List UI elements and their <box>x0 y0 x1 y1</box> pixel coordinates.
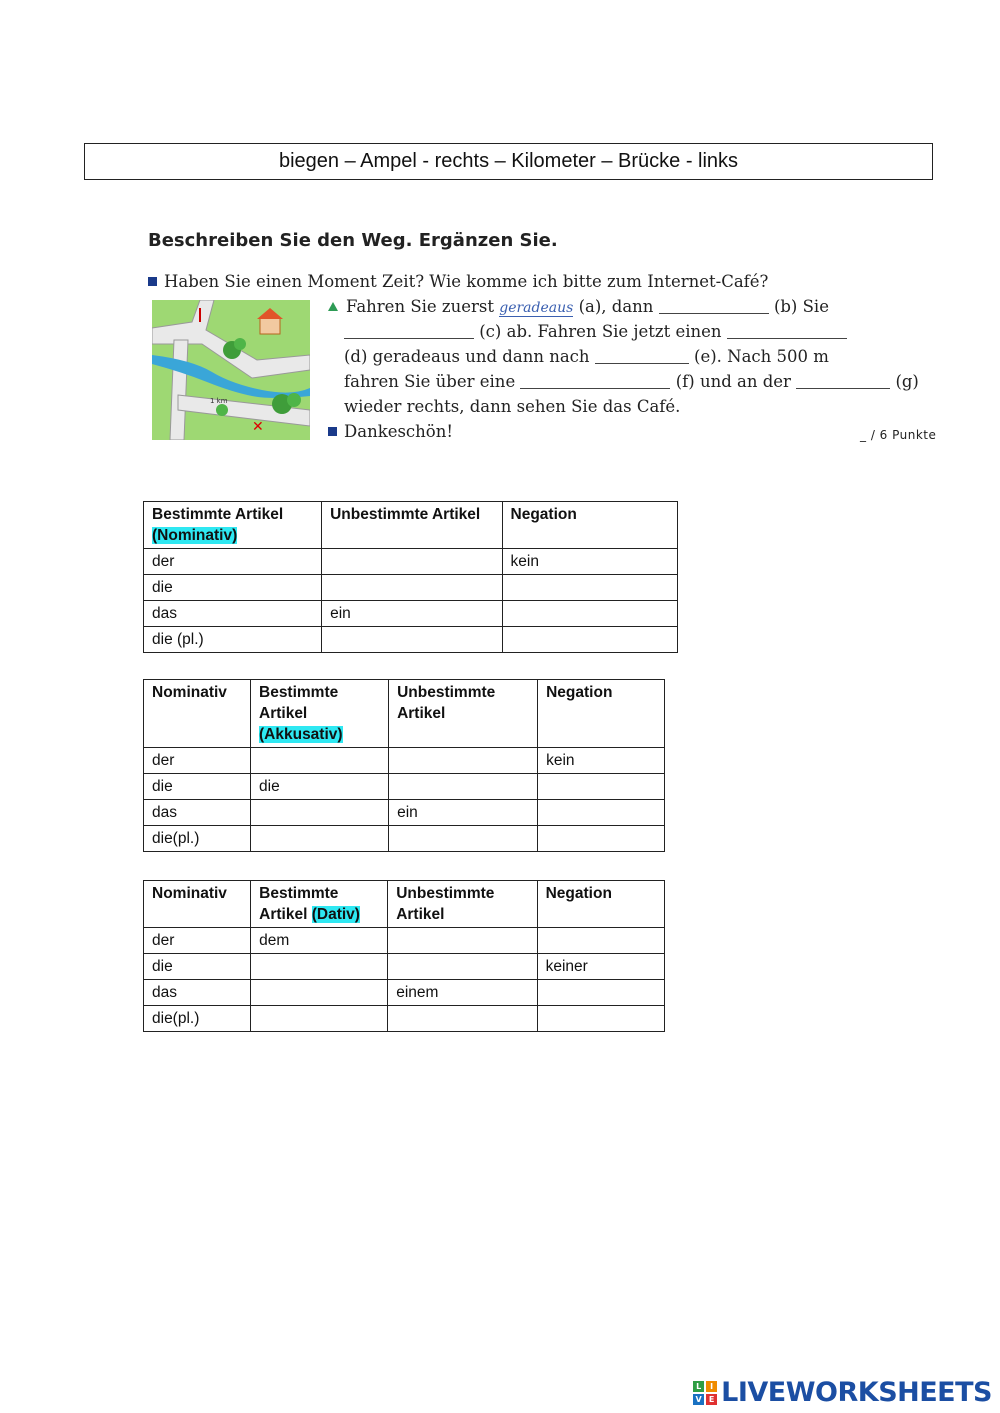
header-text: Bestimmte Artikel <box>259 684 339 722</box>
column-header <box>251 680 389 748</box>
table-row <box>144 549 678 575</box>
table-row <box>144 774 665 800</box>
nominativ-table <box>143 501 678 653</box>
blank-d[interactable] <box>727 324 847 339</box>
table-cell: keiner <box>537 954 664 980</box>
table-cell: kein <box>538 748 665 774</box>
table-cell: ein <box>389 800 538 826</box>
table-cell: der <box>144 928 251 954</box>
table-row <box>144 601 678 627</box>
svg-text:1 km: 1 km <box>210 397 228 405</box>
column-header <box>144 502 322 549</box>
column-header <box>388 881 537 928</box>
header-row <box>144 502 678 549</box>
table-cell[interactable] <box>251 826 389 852</box>
logo-letter: L <box>693 1381 704 1392</box>
header-text: Unbestimmte Artikel <box>397 684 496 722</box>
column-header <box>144 680 251 748</box>
table-cell[interactable] <box>537 980 664 1006</box>
table-cell[interactable] <box>388 928 537 954</box>
table-cell[interactable] <box>322 627 502 653</box>
table-cell: ein <box>322 601 502 627</box>
header-row <box>144 680 665 748</box>
brand-logo-icon <box>693 1381 717 1405</box>
table-cell[interactable] <box>251 954 388 980</box>
text-segment: (c) ab. Fahren Sie jetzt einen <box>479 322 722 341</box>
column-header <box>144 881 251 928</box>
table-cell[interactable] <box>251 800 389 826</box>
answer-line-3 <box>344 347 829 366</box>
table-cell[interactable] <box>251 980 388 1006</box>
case-highlight: (Dativ) <box>311 906 360 923</box>
table-cell[interactable] <box>251 1006 388 1032</box>
logo-letter: V <box>693 1394 704 1405</box>
table-cell: das <box>144 601 322 627</box>
column-header <box>389 680 538 748</box>
table-cell[interactable] <box>389 774 538 800</box>
column-header <box>322 502 502 549</box>
header-text: Nominativ <box>152 885 227 902</box>
table-cell[interactable] <box>502 575 677 601</box>
header-text: Negation <box>546 684 613 701</box>
text-segment: (b) Sie <box>773 297 829 316</box>
table-row <box>144 928 665 954</box>
header-row <box>144 881 665 928</box>
text-segment: fahren Sie über eine <box>344 372 516 391</box>
table-cell: die(pl.) <box>144 826 251 852</box>
answer-line-5: wieder rechts, dann sehen Sie das Café. <box>344 397 681 416</box>
table-cell: die (pl.) <box>144 627 322 653</box>
table-cell: das <box>144 800 251 826</box>
table-cell[interactable] <box>538 800 665 826</box>
table-row <box>144 954 665 980</box>
table-cell[interactable] <box>322 549 502 575</box>
points-label: _ / 6 Punkte <box>860 428 937 442</box>
table-row <box>144 826 665 852</box>
column-header <box>537 881 664 928</box>
speaker-b-icon <box>328 302 338 311</box>
dativ-table <box>143 880 665 1032</box>
table-cell[interactable] <box>537 928 664 954</box>
table-cell: dem <box>251 928 388 954</box>
brand-name: LIVEWORKSHEETS <box>721 1377 992 1408</box>
word-bank-text: biegen – Ampel - rechts – Kilometer – Brücke - links <box>278 150 739 172</box>
answer-line-1 <box>328 297 829 316</box>
table-cell[interactable] <box>251 748 389 774</box>
header-text: Unbestimmte Artikel <box>396 885 495 923</box>
header-text: Bestimmte Artikel <box>259 885 339 923</box>
column-header <box>251 881 388 928</box>
table-cell: das <box>144 980 251 1006</box>
table-cell[interactable] <box>388 954 537 980</box>
table-cell: einem <box>388 980 537 1006</box>
table-cell: kein <box>502 549 677 575</box>
table-cell[interactable] <box>538 774 665 800</box>
header-text: Nominativ <box>152 684 227 701</box>
table-cell: die <box>144 954 251 980</box>
blank-g[interactable] <box>796 374 890 389</box>
blank-c[interactable] <box>344 324 474 339</box>
svg-text:✕: ✕ <box>252 419 264 435</box>
table-cell[interactable] <box>502 627 677 653</box>
table-row <box>144 575 678 601</box>
text-segment: (g) <box>895 372 919 391</box>
blank-e[interactable] <box>595 349 689 364</box>
example-answer: geradeaus <box>499 300 574 316</box>
table-cell: der <box>144 748 251 774</box>
text-segment: (a), dann <box>578 297 654 316</box>
table-cell: der <box>144 549 322 575</box>
word-bank-box <box>84 143 933 180</box>
table-cell: die <box>144 575 322 601</box>
question-line-2 <box>328 422 453 441</box>
speaker-a-icon <box>148 277 157 286</box>
blank-f[interactable] <box>520 374 670 389</box>
table-cell[interactable] <box>538 826 665 852</box>
blank-b[interactable] <box>659 299 769 314</box>
answer-line-4 <box>344 372 919 391</box>
column-header <box>538 680 665 748</box>
table-cell[interactable] <box>389 748 538 774</box>
text-segment: (e). Nach 500 m <box>694 347 829 366</box>
header-text: Unbestimmte Artikel <box>330 506 481 523</box>
logo-letter: E <box>706 1394 717 1405</box>
column-header <box>502 502 677 549</box>
exercise-title: Beschreiben Sie den Weg. Ergänzen Sie. <box>148 230 558 251</box>
table-row <box>144 800 665 826</box>
header-text: Bestimmte Artikel <box>152 506 284 523</box>
answer-line-2 <box>344 322 847 341</box>
text-segment: (f) und an der <box>675 372 791 391</box>
table-row <box>144 980 665 1006</box>
case-highlight: (Nominativ) <box>152 527 238 544</box>
text-segment: Dankeschön! <box>344 422 453 441</box>
table-cell[interactable] <box>322 575 502 601</box>
text-segment: Fahren Sie zuerst <box>346 297 494 316</box>
table-cell[interactable] <box>502 601 677 627</box>
speaker-a-icon <box>328 427 337 436</box>
liveworksheets-logo <box>693 1377 992 1408</box>
header-text: Negation <box>545 885 612 902</box>
header-text: Negation <box>510 506 577 523</box>
text-segment: (d) geradeaus und dann nach <box>344 347 590 366</box>
table-cell: die <box>251 774 389 800</box>
logo-letter: I <box>706 1381 717 1392</box>
table-cell: die <box>144 774 251 800</box>
table-row <box>144 627 678 653</box>
table-cell[interactable] <box>537 1006 664 1032</box>
street-map-image <box>152 300 310 440</box>
table-cell: die(pl.) <box>144 1006 251 1032</box>
table-cell[interactable] <box>389 826 538 852</box>
case-highlight: (Akkusativ) <box>259 726 343 743</box>
table-cell[interactable] <box>388 1006 537 1032</box>
question-text: Haben Sie einen Moment Zeit? Wie komme ich bitte zum Internet-Café? <box>164 272 769 291</box>
table-row <box>144 748 665 774</box>
table-row <box>144 1006 665 1032</box>
question-line-1 <box>148 272 768 291</box>
akkusativ-table <box>143 679 665 852</box>
